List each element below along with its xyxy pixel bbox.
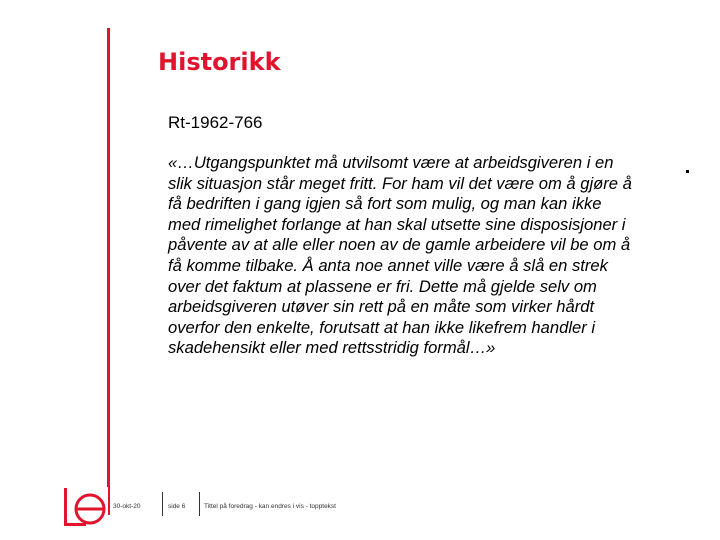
quote-line: «…Utgangspunktet må utvilsomt være at arbeidsgiveren i en xyxy=(168,153,614,172)
quote-block xyxy=(168,153,678,359)
footer-separator xyxy=(162,492,163,516)
lo-logo-icon xyxy=(60,487,108,531)
quote-line: over det faktum at plassene er fri. Dette må gjelde selv om xyxy=(168,276,597,296)
quote-line: slik situasjon står meget fritt. For ham vil det være om å gjøre å xyxy=(168,173,632,193)
quote-line: arbeidsgiveren utøver sin rett på en måte som virker hårdt xyxy=(168,297,595,317)
accent-line xyxy=(107,28,110,515)
footer-separator xyxy=(199,492,200,516)
quote-line: påvente av at alle eller noen av de gamle arbeidere vil be om å xyxy=(168,235,631,255)
footer-date: 30-okt-20 xyxy=(113,503,141,510)
quote-line: overfor den enkelte, forutsatt at han ikke likefrem handler i xyxy=(168,317,596,337)
quote-line: med rimelighet forlange at han skal utsette sine disposisjoner i xyxy=(168,214,626,234)
footer-page: side 6 xyxy=(168,503,186,510)
quote-line: skadehensikt eller med rettsstridig formål…» xyxy=(168,338,496,358)
footer-caption: Tittel på foredrag - kan endres i vis - topptekst xyxy=(204,503,336,510)
quote-line: få komme tilbake. Å anta noe annet ville være å slå en strek xyxy=(168,255,608,275)
slide-title: Historikk xyxy=(158,48,281,76)
quote-line: få bedriften i gang igjen så fort som mulig, og man kan ikke xyxy=(168,194,602,214)
stray-dot xyxy=(686,170,689,173)
case-reference: Rt-1962-766 xyxy=(168,113,263,132)
